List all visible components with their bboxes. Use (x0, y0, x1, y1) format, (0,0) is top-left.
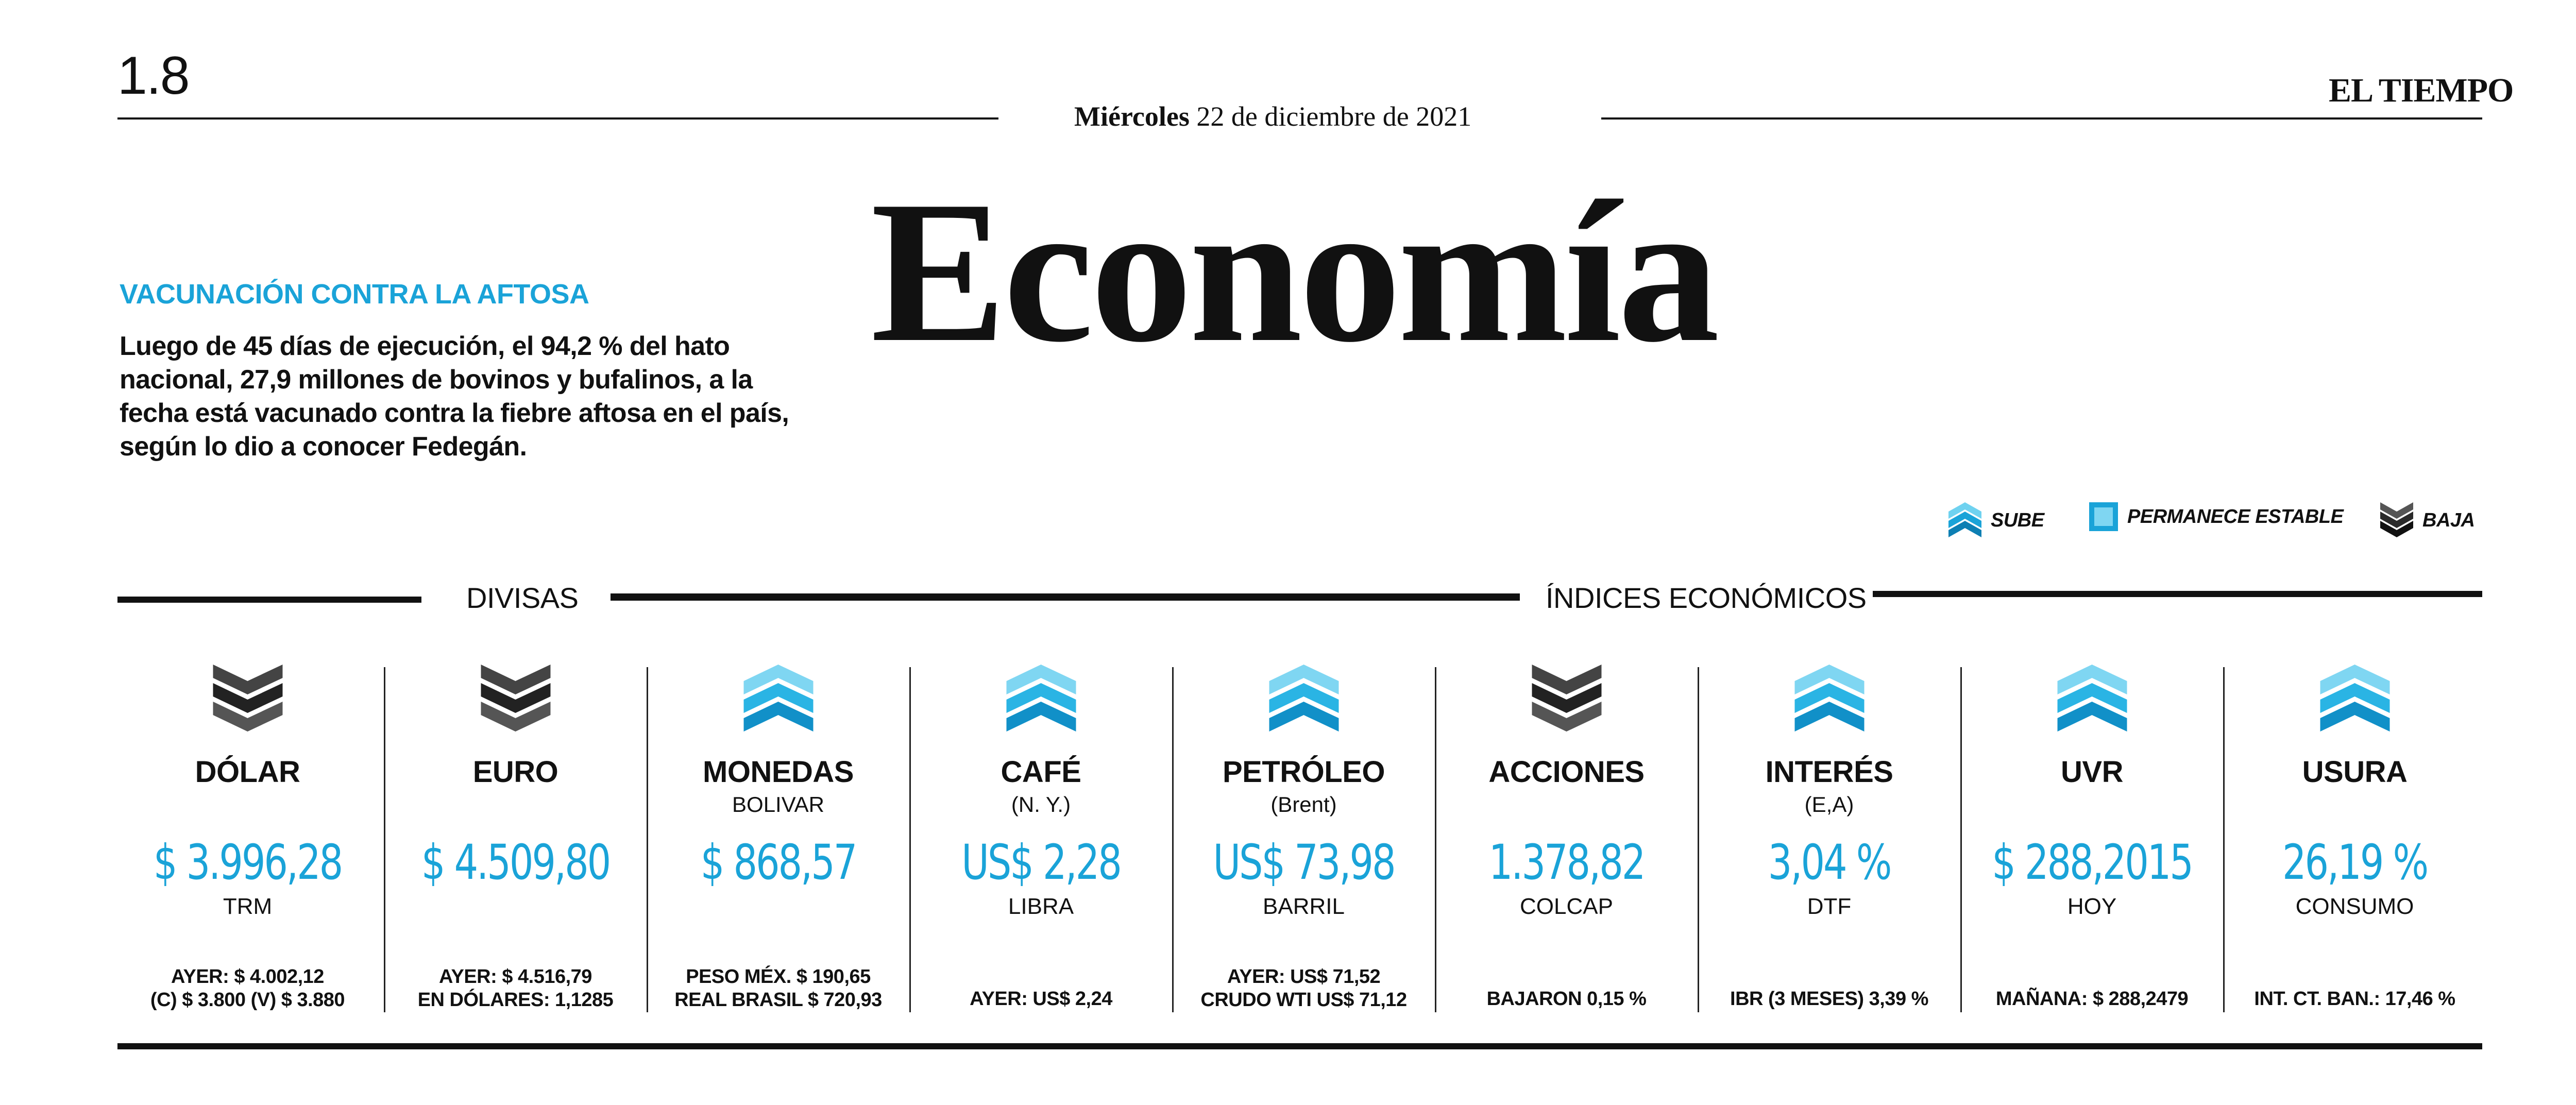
trend-up-icon (1269, 665, 1338, 737)
publication-date (1074, 100, 1471, 132)
legend-stable (2089, 502, 2343, 531)
trend-up-icon (1006, 665, 1076, 737)
legend-up-icon (1948, 502, 1981, 538)
column-divider (909, 667, 911, 1012)
indicator-8 (2225, 659, 2485, 1015)
indicator-value: 3,04 % (1768, 835, 1891, 891)
indicator-value: 1.378,82 (1488, 835, 1645, 891)
legend-up (1948, 502, 2044, 538)
trend-up-icon (2320, 665, 2389, 737)
legend-up-label: SUBE (1991, 509, 2044, 531)
indicator-5 (1436, 659, 1697, 1015)
indicator-0 (117, 659, 378, 1015)
column-divider (1172, 667, 1174, 1012)
indicator-detail-2: INT. CT. BAN.: 17,46 % (2254, 988, 2455, 1010)
indicator-1 (385, 659, 646, 1015)
indicator-detail-1: AYER: US$ 71,52 (1227, 966, 1381, 988)
column-divider (1960, 667, 1962, 1012)
column-divider (1698, 667, 1699, 1012)
indicator-subtitle: (E,A) (1804, 792, 1854, 817)
indicator-value: US$ 2,28 (961, 835, 1121, 891)
page-number: 1.8 (117, 46, 189, 106)
indicator-unit: LIBRA (1008, 894, 1074, 919)
indicator-name: INTERÉS (1765, 755, 1893, 789)
indicator-7 (1962, 659, 2222, 1015)
indicator-detail-1: AYER: $ 4.002,12 (171, 966, 324, 988)
header-rule-left (117, 117, 998, 120)
brief-kicker: VACUNACIÓN CONTRA LA AFTOSA (120, 279, 589, 310)
band-rule-2 (611, 593, 1520, 601)
indicator-3 (911, 659, 1171, 1015)
indicator-detail-2: BAJARON 0,15 % (1486, 988, 1647, 1010)
trend-up-icon (2057, 665, 2127, 737)
band-rule-3 (1873, 591, 2482, 597)
header-rule-right (1601, 117, 2482, 120)
indicator-detail-2: IBR (3 MESES) 3,39 % (1730, 988, 1928, 1010)
trend-down-icon (1532, 665, 1601, 737)
indicator-name: MONEDAS (703, 755, 854, 789)
indicator-4 (1174, 659, 1434, 1015)
indicator-unit: HOY (2067, 894, 2117, 919)
trend-down-icon (213, 665, 282, 737)
indicator-detail-2: MAÑANA: $ 288,2479 (1995, 988, 2189, 1010)
column-divider (384, 667, 385, 1012)
indicator-detail-1: AYER: $ 4.516,79 (439, 966, 592, 988)
indicator-detail-2: (C) $ 3.800 (V) $ 3.880 (150, 989, 345, 1011)
brief-body: Luego de 45 días de ejecución, el 94,2 % del hato nacional, 27,9 millones de bovinos y bufalinos, a la fecha está vacunado contra la fiebre aftosa en el país, según lo dio a conocer Fedegán. (120, 331, 789, 462)
trend-down-icon (481, 665, 550, 737)
indicator-value: $ 4.509,80 (421, 835, 610, 891)
legend-stable-icon (2089, 502, 2118, 531)
indicator-detail-2: AYER: US$ 2,24 (970, 988, 1112, 1010)
newspaper-brand: EL TIEMPO (2329, 72, 2514, 109)
legend-down-label: BAJA (2422, 509, 2475, 531)
band-heading-indices: ÍNDICES ECONÓMICOS (1546, 582, 1867, 614)
indicator-unit: COLCAP (1520, 894, 1613, 919)
indicator-subtitle: BOLIVAR (732, 792, 824, 817)
indicator-name: USURA (2302, 755, 2408, 789)
indicator-value: 26,19 % (2282, 835, 2428, 891)
indicator-detail-2: CRUDO WTI US$ 71,12 (1200, 989, 1407, 1011)
indicator-value: $ 3.996,28 (153, 835, 342, 891)
indicator-name: UVR (2061, 755, 2123, 789)
indicator-detail-2: REAL BRASIL $ 720,93 (674, 989, 882, 1011)
trend-up-icon (1794, 665, 1864, 737)
indicator-name: DÓLAR (195, 755, 300, 789)
indicator-value: $ 868,57 (700, 835, 856, 891)
indicator-unit: TRM (223, 894, 273, 919)
indicator-name: EURO (472, 755, 558, 789)
indicator-unit: CONSUMO (2295, 894, 2414, 919)
column-divider (2223, 667, 2225, 1012)
indicator-subtitle: (N. Y.) (1011, 792, 1071, 817)
indicator-name: CAFÉ (1001, 755, 1081, 789)
indicator-name: PETRÓLEO (1222, 755, 1385, 789)
indicator-subtitle: (Brent) (1270, 792, 1337, 817)
trend-up-icon (743, 665, 813, 737)
band-heading-divisas: DIVISAS (466, 582, 579, 614)
column-divider (1435, 667, 1436, 1012)
indicator-unit: DTF (1807, 894, 1852, 919)
indicator-name: ACCIONES (1488, 755, 1645, 789)
column-divider (647, 667, 648, 1012)
indicator-value: $ 288,2015 (1992, 835, 2192, 891)
bottom-rule (117, 1043, 2482, 1049)
legend-down-icon (2380, 502, 2413, 538)
indicator-6 (1699, 659, 1959, 1015)
indicator-unit: BARRIL (1263, 894, 1345, 919)
date-rest: 22 de diciembre de 2021 (1196, 101, 1472, 132)
band-rule-1 (117, 597, 421, 603)
indicator-value: US$ 73,98 (1213, 835, 1395, 891)
indicator-detail-1: PESO MÉX. $ 190,65 (686, 966, 871, 988)
legend-stable-label: PERMANECE ESTABLE (2127, 505, 2344, 528)
legend-down (2380, 502, 2475, 538)
indicator-2 (648, 659, 908, 1015)
section-title: Economía (871, 159, 1717, 384)
date-weekday: Miércoles (1074, 101, 1190, 132)
indicator-detail-2: EN DÓLARES: 1,1285 (417, 989, 614, 1011)
